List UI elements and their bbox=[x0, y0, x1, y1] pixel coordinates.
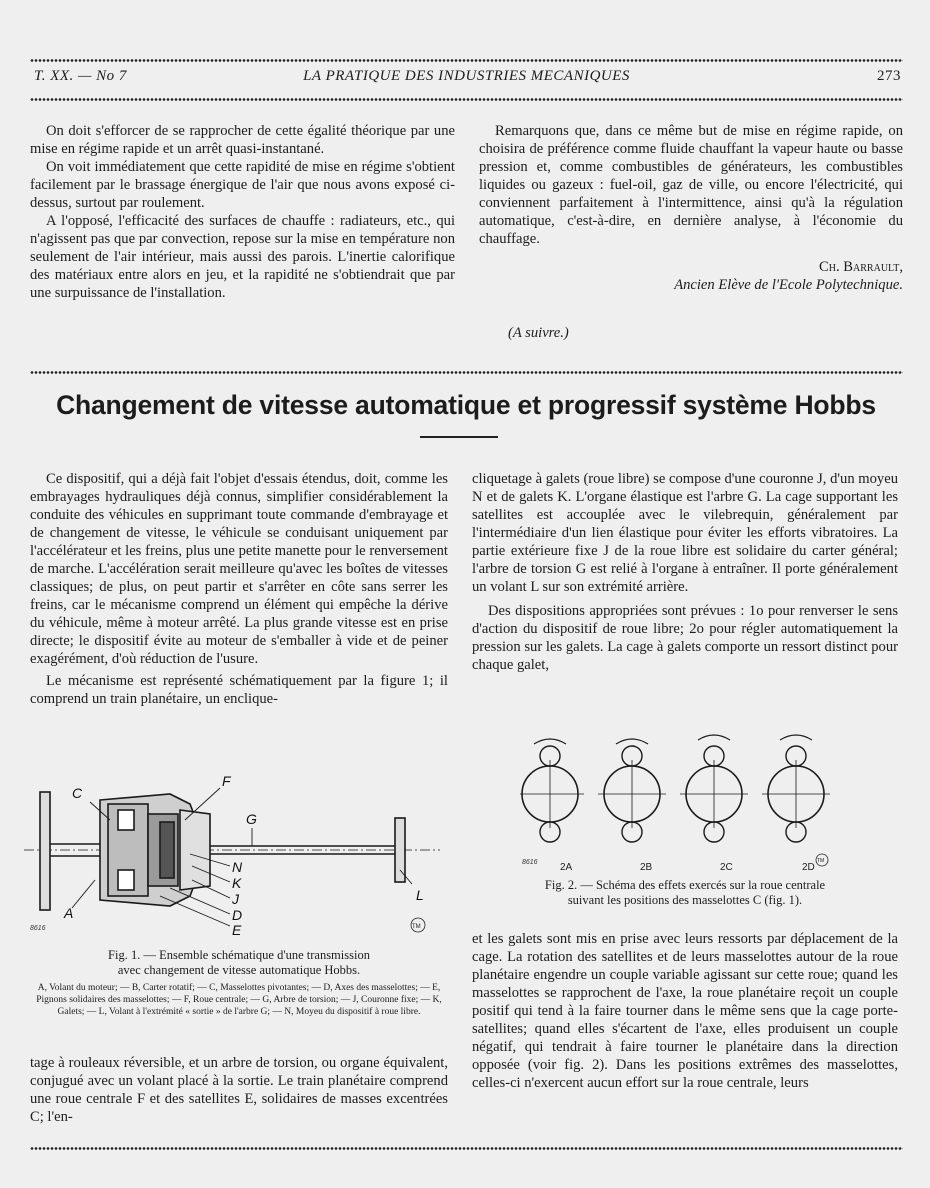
page-number: 273 bbox=[877, 68, 901, 84]
fig1-label-d: D bbox=[232, 907, 243, 923]
paragraph: On doit s'efforcer de se rapprocher de cette égalité théorique par une mise en régime rapide et un arrêt quasi-instantané. bbox=[30, 123, 455, 157]
paragraph: et les galets sont mis en prise avec leurs ressorts par déplacement de la cage. La rotation des satellites et de leurs masselottes autour de la roue planétaire engendre un couple variable agissant sur cette roue; quand les masselottes se rapprochent de l'axe, la roue planétaire reçoit un couple positif qui tend à la faire tourner dans le même sens que la cage porte-satellites; quand elles s'écartent de l'axe, elles produisent un couple négatif, qui tendrait à faire tourner le planétaire dans la direction opposée (voir fig. 2). Dans les positions extrêmes des masselottes, celles-ci n'exercent aucun effort sur la roue centrale, leurs bbox=[472, 931, 898, 1091]
fig1-label-a: A bbox=[64, 905, 74, 921]
fig1-label-l: L bbox=[416, 887, 424, 903]
fig1-label-k: K bbox=[232, 875, 242, 891]
volume-issue: T. XX. — No 7 bbox=[34, 68, 127, 84]
prev-article-left-column bbox=[30, 122, 455, 302]
figure-1-transmission-diagram bbox=[20, 770, 450, 940]
title-underline bbox=[420, 436, 498, 438]
fig1-label-e: E bbox=[232, 922, 242, 938]
article-right-column bbox=[472, 470, 898, 674]
header-bottom-rule bbox=[30, 97, 903, 102]
caption-line: Fig. 2. — Schéma des effets exercés sur la roue centrale bbox=[544, 878, 826, 892]
fig2-label-2d: 2D bbox=[802, 862, 815, 873]
paragraph: tage à rouleaux réversible, et un arbre de torsion, ou organe équivalent, conjugué avec un volant placé à la sortie. Le train planétaire comprend une roue centrale F et des satellites E, solidaires de masses excentrées C; l'en- bbox=[30, 1055, 448, 1125]
paragraph: Le mécanisme est représenté schématiquement par la figure 1; il comprend un train planétaire, un enclique- bbox=[30, 673, 448, 707]
to-be-continued: (A suivre.) bbox=[508, 325, 569, 341]
fig2-tm-mark: TM bbox=[817, 858, 825, 864]
fig1-label-c: C bbox=[72, 785, 83, 801]
footer-rule bbox=[30, 1146, 903, 1151]
author-title: Ancien Elève de l'Ecole Polytechnique. bbox=[674, 277, 903, 293]
paragraph: Remarquons que, dans ce même but de mise en régime rapide, on choisira de préférence comme fluide chauffant la vapeur haute ou basse pression et, comme combustibles de générateurs, les combustibles liquides ou gazeux : fuel-oil, gaz de ville, ou encore l'électricité, qui conviennent parfaitement à l'intermittence, ainsi qu'à la régulation automatique, c'est-à-dire, en dernière analyse, à l'économie du chauffage. bbox=[479, 123, 903, 247]
section-rule bbox=[30, 370, 903, 375]
caption-line: avec changement de vitesse automatique Hobbs. bbox=[117, 963, 361, 977]
fig2-code: 8616 bbox=[522, 859, 538, 866]
article-title: Changement de vitesse automatique et progressif système Hobbs bbox=[56, 390, 876, 420]
fig2-label-2b: 2B bbox=[640, 862, 653, 873]
running-header bbox=[30, 68, 903, 90]
caption-line: Fig. 1. — Ensemble schématique d'une transmission bbox=[108, 948, 370, 962]
figure-2-caption bbox=[472, 878, 898, 908]
paragraph: A l'opposé, l'efficacité des surfaces de chauffe : radiateurs, etc., qui n'agissent pas que par convection, repose sur la mise en température non seulement de l'air intérieur, mais aussi des parois. L'inertie calorifique des matériaux entre alors en jeu, et la rapidité ne s'obtiendrait que par une surpuissance de l'installation. bbox=[30, 213, 455, 301]
fig1-code: 8616 bbox=[30, 925, 46, 932]
fig1-label-g: G bbox=[246, 811, 257, 827]
journal-title: LA PRATIQUE DES INDUSTRIES MECANIQUES bbox=[303, 68, 630, 84]
fig2-label-2a: 2A bbox=[560, 862, 573, 873]
paragraph: Ce dispositif, qui a déjà fait l'objet d'essais étendus, doit, comme les embrayages hydrauliques déjà connus, simplifier considérablement la conduite des véhicules en supprimant toute commande d'embrayage et de changement de vitesse, le véhicule se conduisant uniquement par l'accélérateur et les freins, plus une petite manette pour le renversement de marche. L'accélération serait meilleure qu'avec les boîtes de vitesses classiques; de plus, on peut partir et s'arrêter en côte sans serrer les freins, car le mécanisme comprend un élément qui empêche la dérive du véhicule, même à moteur arrêté. La plus grande vitesse est en prise directe; le dispositif évite au moteur de s'emballer à vide et de peiner exagérément, d'où réduction de l'usure. bbox=[30, 471, 448, 667]
author-name: Ch. Barrault, bbox=[819, 259, 903, 275]
fig1-tm-mark: TM bbox=[412, 924, 421, 930]
prev-article-right-column bbox=[479, 122, 903, 294]
article-right-column-bottom bbox=[472, 930, 898, 1092]
caption-line: suivant les positions des masselottes C (fig. 1). bbox=[567, 893, 803, 907]
paragraph: On voit immédiatement que cette rapidité de mise en régime s'obtient facilement par le brassage énergique de l'air que nous avons exposé ci-dessus, surtout par roulement. bbox=[30, 159, 455, 211]
position-2b bbox=[598, 739, 666, 842]
header-top-rule bbox=[30, 58, 903, 63]
fig2-label-2c: 2C bbox=[720, 862, 733, 873]
position-2c bbox=[680, 735, 748, 842]
fig1-label-f: F bbox=[222, 773, 231, 789]
figure-1-caption bbox=[30, 948, 448, 978]
fig1-label-n: N bbox=[232, 859, 243, 875]
position-2a bbox=[520, 739, 584, 842]
article-left-column bbox=[30, 470, 448, 708]
paragraph: Des dispositions appropriées sont prévues : 1o pour renverser le sens d'action du dispositif de roue libre; 2o pour régler automatiquement la pression sur les galets. La cage à galets comporte un ressort distinct pour chaque galet, bbox=[472, 603, 898, 673]
position-2d bbox=[762, 735, 830, 842]
fig1-label-j: J bbox=[232, 891, 239, 907]
figure-2-masselotte-diagram bbox=[520, 724, 850, 874]
article-left-column-bottom bbox=[30, 1054, 448, 1126]
paragraph: cliquetage à galets (roue libre) se compose d'une couronne J, d'un moyeu N et de galets K. L'organe élastique est l'arbre G. La cage supportant les satellites est accouplée avec le vilebrequin, généralement par l'intermédiaire d'un lien élastique pour éviter les efforts vibratoires. La partie extérieure fixe J de la roue libre est solidaire du carter général; l'arbre de torsion G est relié à l'organe à entraîner. Il porte généralement un volant L sur son extrémité arrière. bbox=[472, 471, 898, 595]
figure-1-legend: A, Volant du moteur; — B, Carter rotatif; — C, Masselottes pivotantes; — D, Axes des masselottes; — E, Pignons solidaires des masselottes; — F, Roue centrale; — G, Arbre de torsion; — J, Couronne fixe; — K, Galets; — L, Volant à l'extrémité « sortie » de l'arbre G; — N, Moyeu du dispositif à roue libre. bbox=[36, 983, 442, 1017]
